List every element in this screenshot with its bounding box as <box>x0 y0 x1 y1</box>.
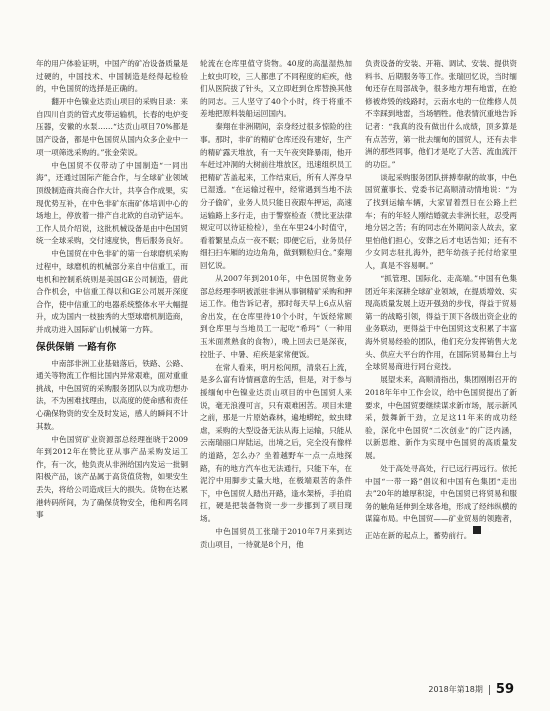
paragraph: 从2007年到2010年，中色国贸物业务部总经理李明被派驻非洲从事铜精矿采购和押运工作。他告诉记者，那时每天早上6点从宿舍出发，在仓库里待10个小时，午饭经常顾到仓库里与当地员工一起吃“希玛”（一种用玉米面煮熟食的食物），晚上回去已是深夜，拉肚子、中暑、疟疾是家常便饭。 <box>200 274 352 359</box>
paragraph: 中色国贸在中色非矿的第一台球磨机采购过程中，球磨机的机械部分来自中信重工，而电机和控制系统则是美国GE公司制造，借此合作机会，中信重工得以和GE公司展开深度合作，使中信重工的电器系统整体水平大幅提升，成为国内一枝独秀的大型球磨机制造商，并成功进入国际矿山机械第一方阵。 <box>36 249 188 334</box>
paragraph: 谈起采购服务团队拼搏奉献的故事，中色国贸董事长、党委书记高顺清动情地说：“为了找到运输车辆，大家冒着烈日在公路上拦车；有的年轻人刚结婚就去非洲长驻，忍受两地分居之苦；有的同志在外期间亲人故去，家里怕他们担心，安葬之后才电话告知；还有不少女同志驻扎海外，把年幼孩子托付给家里人，真是不容易啊。” <box>365 172 517 270</box>
issue-label: 2018年第18期 <box>428 685 483 694</box>
paragraph: “抓管理、国际化、走高端。”中国有色集团近年来深耕全球矿业领域，在提质增效、实现高质量发展上迈开强劲的步伐，得益于贸易第一的战略引领，得益于顶下各级出资企业的业务联动，更得益于中色国贸这支积累了丰富海外贸易经验的团队，他们充分发挥销售大龙头、供应大平台的作用，在国际贸易舞台上与全球贸易商进行同台竞技。 <box>365 274 517 372</box>
paragraph: 中色国贸不仅带动了中国制造“一同出海”，还通过国际产能合作，与全球矿业领域顶级制造商共商合作大计，共享合作成果，实现优势互补，在中色非矿东南矿体培训中心的场地上，停放着一排产自北欧的自动铲运车。工作人员介绍说，这批机械设备是由中色国贸统一全球采购，交付速度快，售后服务良好。 <box>36 160 188 246</box>
article-column-2 <box>200 58 352 552</box>
paragraph: 中南部非洲工业基础落后，铁路、公路、通关等物流工作相比国内异常艰难，面对重重挑战，中色国贸的采购服务团队以为成功想办法，不为困难找理由，以高度的使命感和责任心确保物资的安全及时发运，感人的瞬间不计其数。 <box>36 358 188 431</box>
paragraph: 翻开中色镍业达贡山项目的采购目录：来自四川自贡的管式皮带运输机，长春的电炉变压器，安徽的水泵……“达贡山项目70%都是国产设备，都是中色国贸从国内众多企业中一项一项筛选采购的。”张金荣说。 <box>36 97 188 157</box>
paragraph <box>365 463 517 543</box>
paragraph: 中色国贸员工张瑞于2010年7月来到达贡山项目，一待就是8个月，他 <box>200 526 352 549</box>
paragraph: 在常人看来，明月松间照，清泉石上流，是多么富有诗情画意的生活，但是，对于参与援缅甸中色镍业达贡山项目的中色国贸人来说，毫无浪漫可言，只有艰难困苦。项目未建之前，那是一片原始森林，遍地蟒蛇，蚊虫肆虐，采购的大型设备无法从海上运输，只能从云南瑞丽口岸陆运，出境之后，完全没有像样的道路，怎么办？坐着越野车一点一点地探路，有的地方汽车也无法通行，只能下车，在泥泞中用脚步丈量大地，在极端艰苦的条件下，中色国贸人踏出开路，逢水架桥，手拍肩扛，硬是把装备物资一步一步挪到了项目现场。 <box>200 362 352 523</box>
section-heading <box>36 341 188 355</box>
paragraph: 展望未来，高顺清指出，集团刚刚召开的2018年年中工作会议，给中色国贸提出了新要求，中色国贸要继续谋求新市场，展示新风采，鼓舞新干劲，立足这11年来的成功经验，深化中色国贸“二次创业”的广泛内涵，以新思维、新作为实现中色国贸的高质量发展。 <box>365 375 517 460</box>
footer-divider <box>489 685 490 695</box>
page-number: 59 <box>495 682 514 697</box>
paragraph: 秦翔在非洲期间，亲身经过很多惊险的往事。那时，非矿的精矿仓库还没有建好，生产的精矿露天堆放，有一天午夜突降暴雨，他开车赶过冲洞的大树前往堆放区，迅速组织员工把精矿苫盖起来，工作结束后，所有人浑身早已湿透。“在运输过程中，经常遇到当地不法分子偷矿，业务人员只能日夜跟车押运，高速运输路上多行走，由于警察检查（赞比亚法律规定可以待证检检），坐在车里24小时值守，看着繁星点点一夜不眠；即便它后，业务员仔细扫扫车厢的边边角角，做到颗粒归仓。”秦翔回忆说。 <box>200 122 352 270</box>
paragraph-text: 处于高处寻高处，行已远行再远行。依托中国“一带一路”倡议和中国有色集团“走出去”20年的雄厚积淀，中色国贸已将贸易和服务的触角延伸到全球各地，形成了经纬纵横的谋篇布局。中色国贸——矿业贸易的领跑者，正站在新的起点上，蓄势前行。 <box>365 464 517 540</box>
article-column-3 <box>365 58 517 543</box>
paragraph: 轮流在仓库里值守货物。40度的高温湿热加上蚊虫叮咬，三人都患了不同程度的疟疾，他们从医院拔了针头，又立即赶到仓库替换其他的同志。三人坚守了40个小时，终于将重不差地把原料装船运回国内。 <box>200 59 352 119</box>
paragraph: 中色国贸矿业资源部总经理崔晓于2009年到2012年在赞比亚从事产品采购发运工作，有一次，他负责从非洲给国内发运一批铜阳极产品，该产品属于高货值货物，如果安生丢失，将给公司造成巨大的损失。货物在达累港转码所间，为了确保货物安全，他和两名同事 <box>36 434 188 520</box>
page-footer <box>428 682 514 697</box>
article-column-1 <box>36 58 188 522</box>
paragraph: 负责设备的安装、开箱、调试、安装、提供资料书、后期服务等工作。张瑞回忆说，当时缅甸还存在局部战争，很多地方埋有地雷，在抢修被炸毁的线路时，云南水电的一位维修人员不幸踩到地雷，当场牺牲。他表情沉重地告诉记者：“我真的没有做出什么成绩，顶多算是有点苦劳，第一批去缅甸的国贸人，还有去非洲的那些同事，他们才是吃了大苦、流血流汗的功臣。” <box>365 59 517 169</box>
end-of-article-icon: EN <box>475 525 493 541</box>
paragraph: 年的用户体验证明，中国产的矿冶设备质量是过硬的，中国技术、中国制造是经得起检验的，中色国贸的选择是正确的。 <box>36 59 188 94</box>
section-heading-text: 保供保销 一路有你 <box>36 341 117 353</box>
